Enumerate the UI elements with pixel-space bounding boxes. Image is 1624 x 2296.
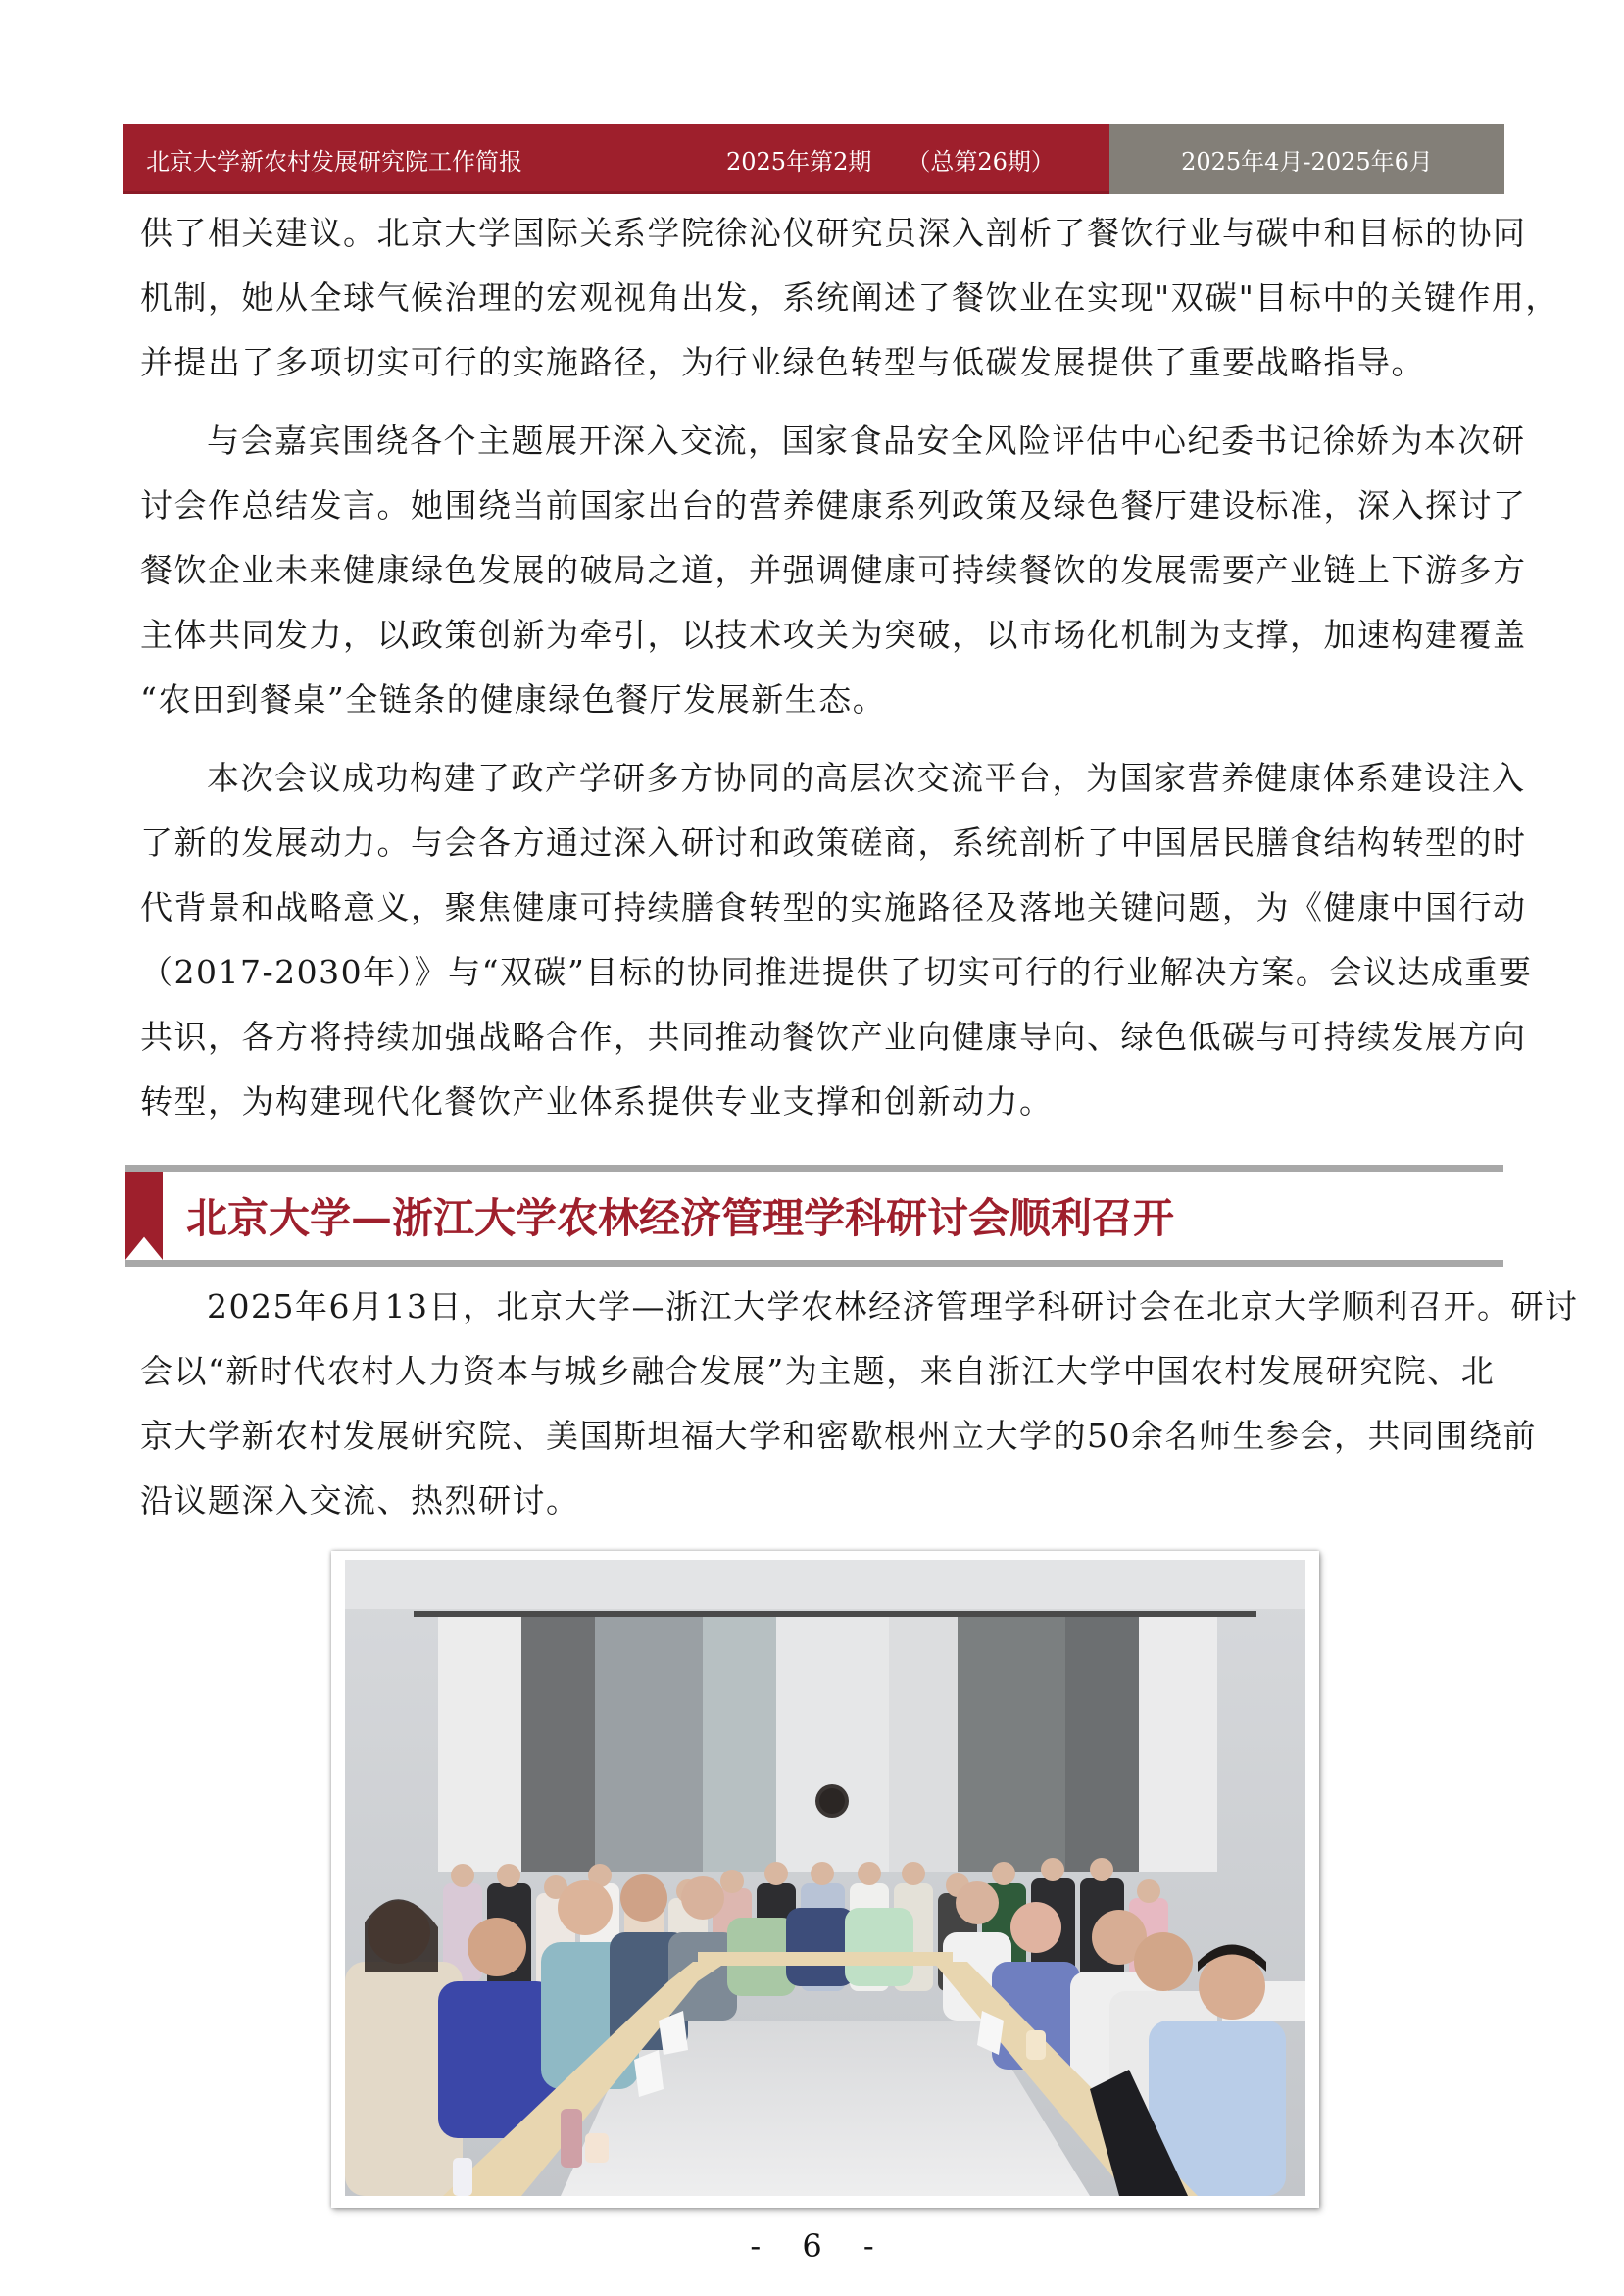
- newsletter-header: [123, 124, 1504, 194]
- text-line: 餐饮企业未来健康绿色发展的破局之道，并强调健康可持续餐饮的发展需要产业链上下游多方: [140, 551, 1527, 589]
- text-line: 本次会议成功构建了政产学研多方协同的高层次交流平台，为国家营养健康体系建设注入: [207, 759, 1526, 797]
- photo-frame: [331, 1551, 1319, 2208]
- header-divider: [123, 191, 1109, 194]
- text-line: 主体共同发力，以政策创新为牵引，以技术攻关为突破，以市场化机制为支撑，加速构建覆盖: [140, 616, 1527, 654]
- issue-period: 2025年4月-2025年6月: [1181, 147, 1433, 175]
- bookmark-ribbon-icon: [125, 1172, 163, 1260]
- text-line: “农田到餐桌”全链条的健康绿色餐厅发展新生态。: [140, 680, 887, 719]
- page-number-value: 6: [802, 2227, 822, 2265]
- section-heading: [125, 1165, 1503, 1267]
- text-line: 京大学新农村发展研究院、美国斯坦福大学和密歇根州立大学的50余名师生参会，共同围绕前: [140, 1417, 1537, 1455]
- text-line: （2017-2030年）》与“双碳”目标的协同推进提供了切实可行的行业解决方案。会议达成重要: [140, 953, 1533, 991]
- issue-info: [726, 124, 1055, 194]
- paragraph-continuation: [140, 201, 1559, 395]
- text-line: 供了相关建议。北京大学国际关系学院徐沁仪研究员深入剖析了餐饮行业与碳中和目标的协同: [140, 214, 1527, 252]
- text-line: 机制，她从全球气候治理的宏观视角出发，系统阐述了餐饮业在实现"双碳"目标中的关键作用，: [140, 278, 1559, 317]
- header-gray-band: [1109, 124, 1504, 194]
- text-line: 转型，为构建现代化餐饮产业体系提供专业支撑和创新动力。: [140, 1082, 1054, 1121]
- page-dash-left: -: [750, 2227, 762, 2265]
- group-photo-illustration: [345, 1560, 1305, 2196]
- text-line: 并提出了多项切实可行的实施路径，为行业绿色转型与低碳发展提供了重要战略指导。: [140, 343, 1425, 381]
- section-bottom-rule: [125, 1260, 1503, 1267]
- section-top-rule: [125, 1165, 1503, 1172]
- page-number: [0, 2227, 1624, 2265]
- publication-title: 北京大学新农村发展研究院工作简报: [146, 147, 522, 175]
- group-photo: [345, 1560, 1305, 2196]
- text-line: 沿议题深入交流、热烈研讨。: [140, 1481, 580, 1520]
- paragraph-conclusion: [140, 746, 1533, 1134]
- text-line: 讨会作总结发言。她围绕当前国家出台的营养健康系列政策及绿色餐厅建设标准，深入探讨了: [140, 486, 1527, 524]
- text-line: 了新的发展动力。与会各方通过深入研讨和政策磋商，系统剖析了中国居民膳食结构转型的时: [140, 824, 1527, 862]
- text-line: 与会嘉宾围绕各个主题展开深入交流，国家食品安全风险评估中心纪委书记徐娇为本次研: [207, 422, 1526, 460]
- text-line: 代背景和战略意义，聚焦健康可持续膳食转型的实施路径及落地关键问题，为《健康中国行动: [140, 888, 1527, 926]
- text-line: 会以“新时代农村人力资本与城乡融合发展”为主题，来自浙江大学中国农村发展研究院、北: [140, 1352, 1496, 1390]
- section-title: 北京大学—浙江大学农林经济管理学科研讨会顺利召开: [186, 1194, 1175, 1242]
- total-issue-number: （总第26期）: [907, 147, 1055, 175]
- header-red-band: [123, 124, 1109, 194]
- text-line: 2025年6月13日，北京大学—浙江大学农林经济管理学科研讨会在北京大学顺利召开。研讨: [207, 1287, 1579, 1325]
- paragraph-summary-speech: [140, 409, 1527, 732]
- text-line: 共识，各方将持续加强战略合作，共同推动餐饮产业向健康导向、绿色低碳与可持续发展方向: [140, 1018, 1527, 1056]
- paragraph-seminar-intro: [140, 1274, 1579, 1533]
- issue-number: 2025年第2期: [726, 147, 872, 175]
- page-dash-right: -: [862, 2227, 874, 2265]
